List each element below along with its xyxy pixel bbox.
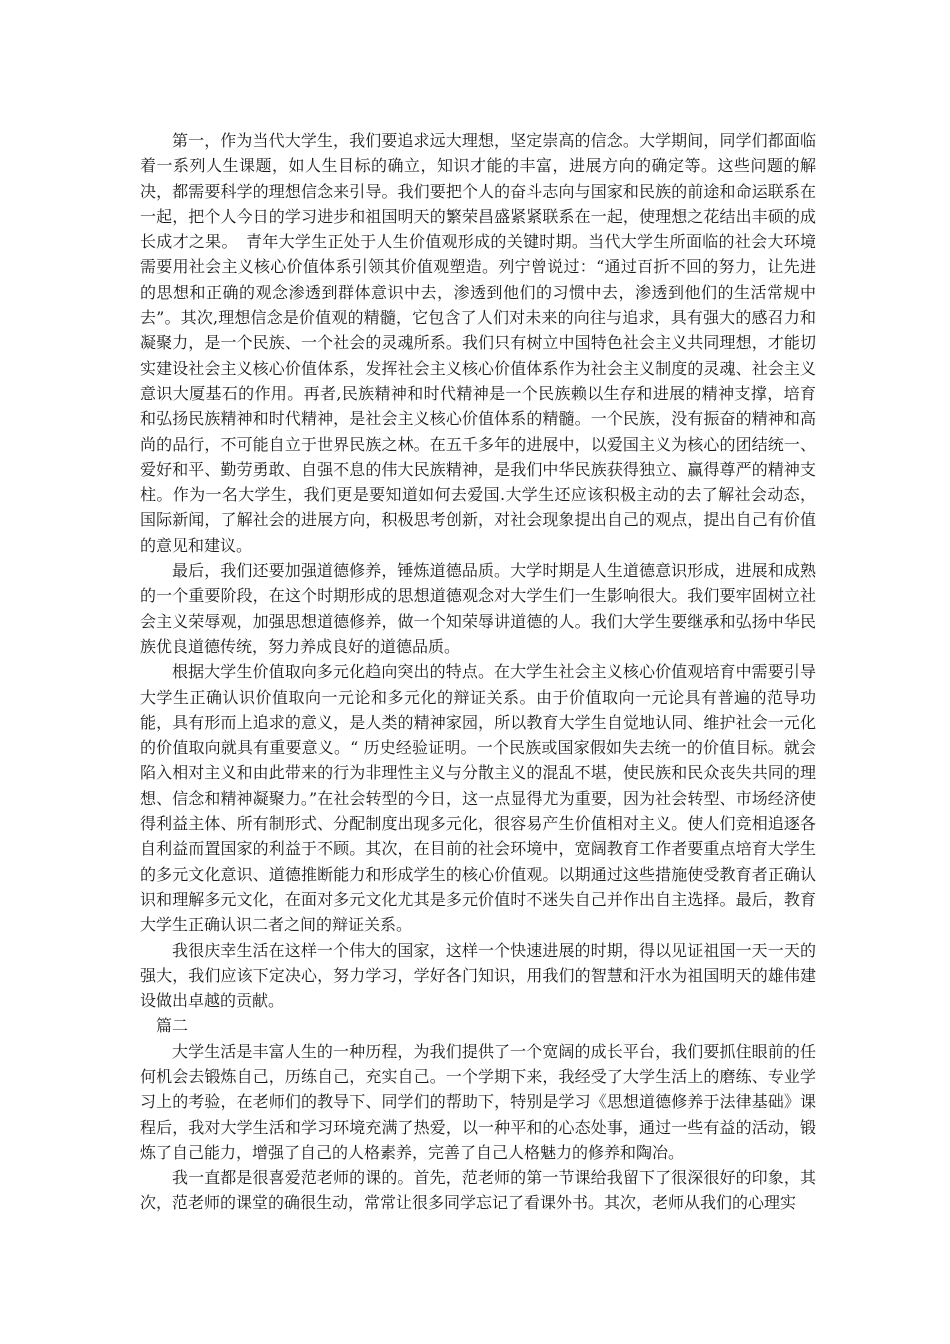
document-body bbox=[140, 128, 816, 1216]
paragraph-4: 我很庆幸生活在这样一个伟大的国家，这样一个快速进展的时期，得以见证祖国一天一天的强大，我们应该下定决心，努力学习，学好各门知识，用我们的智慧和汗水为祖国明天的雄伟建设做出卓越的贡献。 bbox=[140, 940, 816, 1011]
paragraph-6: 我一直都是很喜爱范老师的课的。首先，范老师的第一节课给我留下了很深很好的印象，其次，范老师的课堂的确很生动，常常让很多同学忘记了看课外书。其次，老师从我们的心理实 bbox=[140, 1168, 816, 1213]
section-heading: 篇二 bbox=[156, 1016, 189, 1036]
paragraph-3: 根据大学生价值取向多元化趋向突出的特点。在大学生社会主义核心价值观培育中需要引导大学生正确认识价值取向一元论和多元化的辩证关系。由于价值取向一元论具有普遍的范导功能，具有形而上追求的意义，是人类的精神家园，所以教育大学生自觉地认同、维护社会一元化的价值取向就具有重要意义。“ 历史经验证明。一个民族或国家假如失去统一的价值目标。就会陷入相对主义和由此带来的行为非理性主义与分散主义的混乱不堪，使民族和民众丧失共同的理想、信念和精神凝聚力。”在社会转型的今日，这一点显得尤为重要，因为社会转型、市场经济使得利益主体、所有制形式、分配制度出现多元化，很容易产生价值相对主义。使人们竞相追逐各自利益而置国家的利益于不顾。其次，在目前的社会环境中，宽阔教育工作者要重点培育大学生的多元文化意识、道德推断能力和形成学生的核心价值观。以期通过这些措施使受教育者正确认识和理解多元文化，在面对多元文化尤其是多元价值时不迷失自己并作出自主选择。最后，教育大学生正确认识二者之间的辩证关系。 bbox=[140, 662, 816, 935]
paragraph-5: 大学生活是丰富人生的一种历程，为我们提供了一个宽阔的成长平台，我们要抓住眼前的任何机会去锻炼自己，历练自己，充实自己。一个学期下来，我经受了大学生活上的磨练、专业学习上的考验，在老师们的教导下、同学们的帮助下，特别是学习《思想道德修养于法律基础》课程后，我对大学生活和学习环境充满了热爱，以一种平和的心态处事，通过一些有益的活动，锻炼了自己能力，增强了自己的人格素养，完善了自己人格魅力的修养和陶冶。 bbox=[140, 1041, 816, 1162]
paragraph-1: 第一，作为当代大学生，我们要追求远大理想，坚定崇高的信念。大学期间，同学们都面临着一系列人生课题，如人生目标的确立，知识才能的丰富，进展方向的确定等。这些问题的解决，都需要科学的理想信念来引导。我们要把个人的奋斗志向与国家和民族的前途和命运联系在一起，把个人今日的学习进步和祖国明天的繁荣昌盛紧紧联系在一起，使理想之花结出丰硕的成长成才之果。 青年大学生正处于人生价值观形成的关键时期。当代大学生所面临的社会大环境需要用社会主义核心价值体系引领其价值观塑造。列宁曾说过：“通过百折不回的努力，让先进的思想和正确的观念渗透到群体意识中去，渗透到他们的习惯中去，渗透到他们的生活常规中去”。其次,理想信念是价值观的精髓，它包含了人们对未来的向往与追求，具有强大的感召力和凝聚力，是一个民族、一个社会的灵魂所系。我们只有树立中国特色社会主义共同理想，才能切实建设社会主义核心价值体系，发挥社会主义核心价值体系作为社会主义制度的灵魂、社会主义意识大厦基石的作用。再者,民族精神和时代精神是一个民族赖以生存和进展的精神支撑，培育和弘扬民族精神和时代精神，是社会主义核心价值体系的精髓。一个民族，没有振奋的精神和高尚的品行，不可能自立于世界民族之林。在五千多年的进展中，以爱国主义为核心的团结统一、爱好和平、勤劳勇敢、自强不息的伟大民族精神，是我们中华民族获得独立、赢得尊严的精神支柱。作为一名大学生，我们更是要知道如何去爱国.大学生还应该积极主动的去了解社会动态，国际新闻，了解社会的进展方向，积极思考创新，对社会现象提出自己的观点，提出自己有价值的意见和建议。 bbox=[140, 131, 816, 555]
paragraph-2: 最后，我们还要加强道德修养，锤炼道德品质。大学时期是人生道德意识形成，进展和成熟的一个重要阶段，在这个时期形成的思想道德观念对大学生们一生影响很大。我们要牢固树立社会主义荣辱观，加强思想道德修养，做一个知荣辱讲道德的人。我们大学生要继承和弘扬中华民族优良道德传统，努力养成良好的道德品质。 bbox=[140, 561, 816, 656]
